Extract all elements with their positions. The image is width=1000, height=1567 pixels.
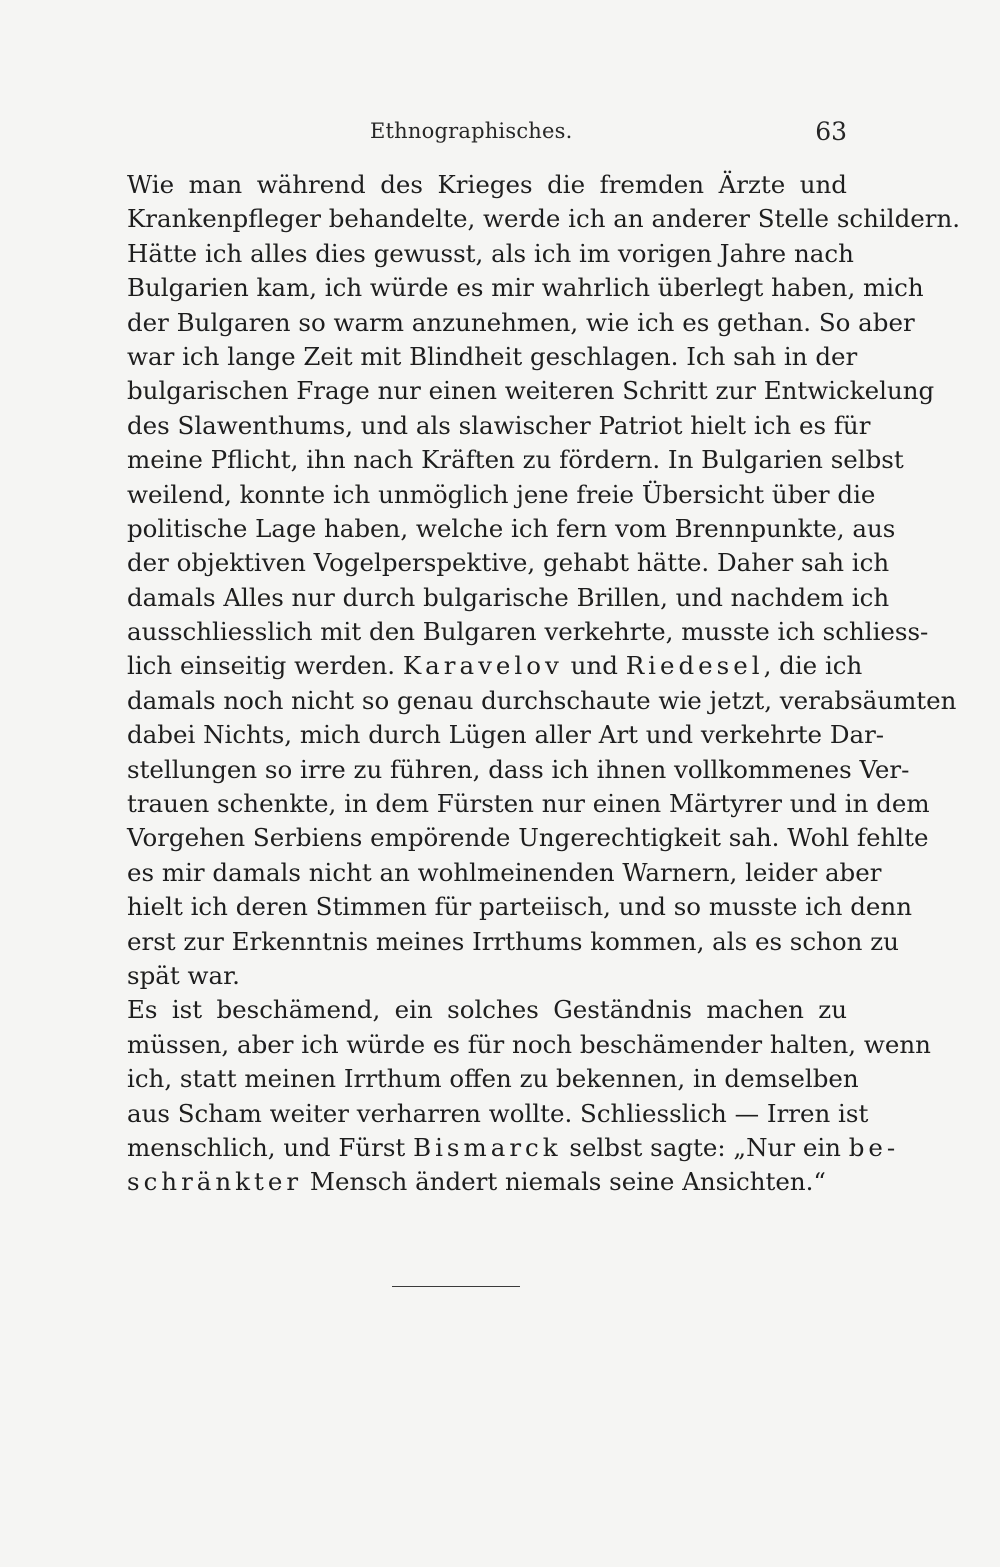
paragraph-2 [75,237,957,994]
text-line: spät war. [127,960,240,990]
text-segment: lich einseitig werden. [127,651,403,681]
text-line: ausschliesslich mit den Bulgaren verkehrte, musste ich schliess- [127,617,929,647]
text-line [75,649,863,683]
paragraph-3 [75,993,931,1199]
text-segment: und [562,651,626,681]
body-text [75,168,961,1200]
text-segment: Mensch ändert niemals seine Ansichten.“ [302,1167,826,1197]
text-line: stellungen so irre zu führen, dass ich ihnen vollkommenes Ver- [127,754,910,784]
text-line: Es ist beschämend, ein solches Geständnis machen zu [127,995,847,1025]
text-line: erst zur Erkenntnis meines Irrthums kommen, als es schon zu [127,926,899,956]
text-line: damals Alles nur durch bulgarische Brillen, und nachdem ich [127,582,890,612]
text-line: bulgarischen Frage nur einen weiteren Schritt zur Entwickelung [127,376,935,406]
text-line: der Bulgaren so warm anzunehmen, wie ich es gethan. So aber [127,307,915,337]
running-header [75,117,847,151]
text-line: Hätte ich alles dies gewusst, als ich im vorigen Jahre nach [127,238,854,268]
text-segment: , die ich [763,651,863,681]
text-line: Wie man während des Krieges die fremden Ärzte und [127,170,847,199]
spaced-name-riedesel: Riedesel [625,651,764,681]
text-line: Vorgehen Serbiens empörende Ungerechtigkeit sah. Wohl fehlte [127,823,929,853]
spaced-name-bismarck: Bismarck [413,1132,562,1162]
page-number: 63 [815,117,847,146]
text-line: Bulgarien kam, ich würde es mir wahrlich überlegt haben, mich [127,273,924,303]
text-line: meine Pflicht, ihn nach Kräften zu fördern. In Bulgarien selbst [127,445,904,475]
spaced-text: be- [848,1132,900,1162]
section-divider-rule [392,1286,520,1287]
text-line [75,1131,900,1165]
text-line: ich, statt meinen Irrthum offen zu bekennen, in demselben [127,1064,859,1094]
text-line [75,1165,847,1199]
text-line: der objektiven Vogelperspektive, gehabt hätte. Daher sah ich [127,548,890,578]
text-line: es mir damals nicht an wohlmeinenden Warnern, leider aber [127,857,882,887]
text-segment: selbst sagte: „Nur ein [561,1132,849,1162]
text-line: politische Lage haben, welche ich fern vom Brennpunkte, aus [127,513,896,543]
text-line: hielt ich deren Stimmen für parteiisch, und so musste ich denn [127,892,912,922]
text-line: müssen, aber ich würde es für noch beschämender halten, wenn [127,1029,931,1059]
text-segment: menschlich, und Fürst [127,1132,414,1162]
text-line: war ich lange Zeit mit Blindheit geschlagen. Ich sah in der [127,341,858,371]
spaced-text: schränkter [127,1167,303,1197]
paragraph-1 [75,168,961,237]
text-line: trauen schenkte, in dem Fürsten nur einen Märtyrer und in dem [127,789,930,819]
text-line: aus Scham weiter verharren wollte. Schliesslich — Irren ist [127,1098,869,1128]
running-title: Ethnographisches. [370,119,573,143]
text-line: des Slawenthums, und als slawischer Patriot hielt ich es für [127,410,871,440]
text-line: dabei Nichts, mich durch Lügen aller Art und verkehrte Dar- [127,720,885,750]
text-line: Krankenpfleger behandelte, werde ich an anderer Stelle schildern. [127,204,961,234]
text-line: weilend, konnte ich unmöglich jene freie Übersicht über die [127,479,876,509]
spaced-name-karavelov: Karavelov [402,651,563,681]
text-line: damals noch nicht so genau durchschaute wie jetzt, verabsäumten [127,685,957,715]
